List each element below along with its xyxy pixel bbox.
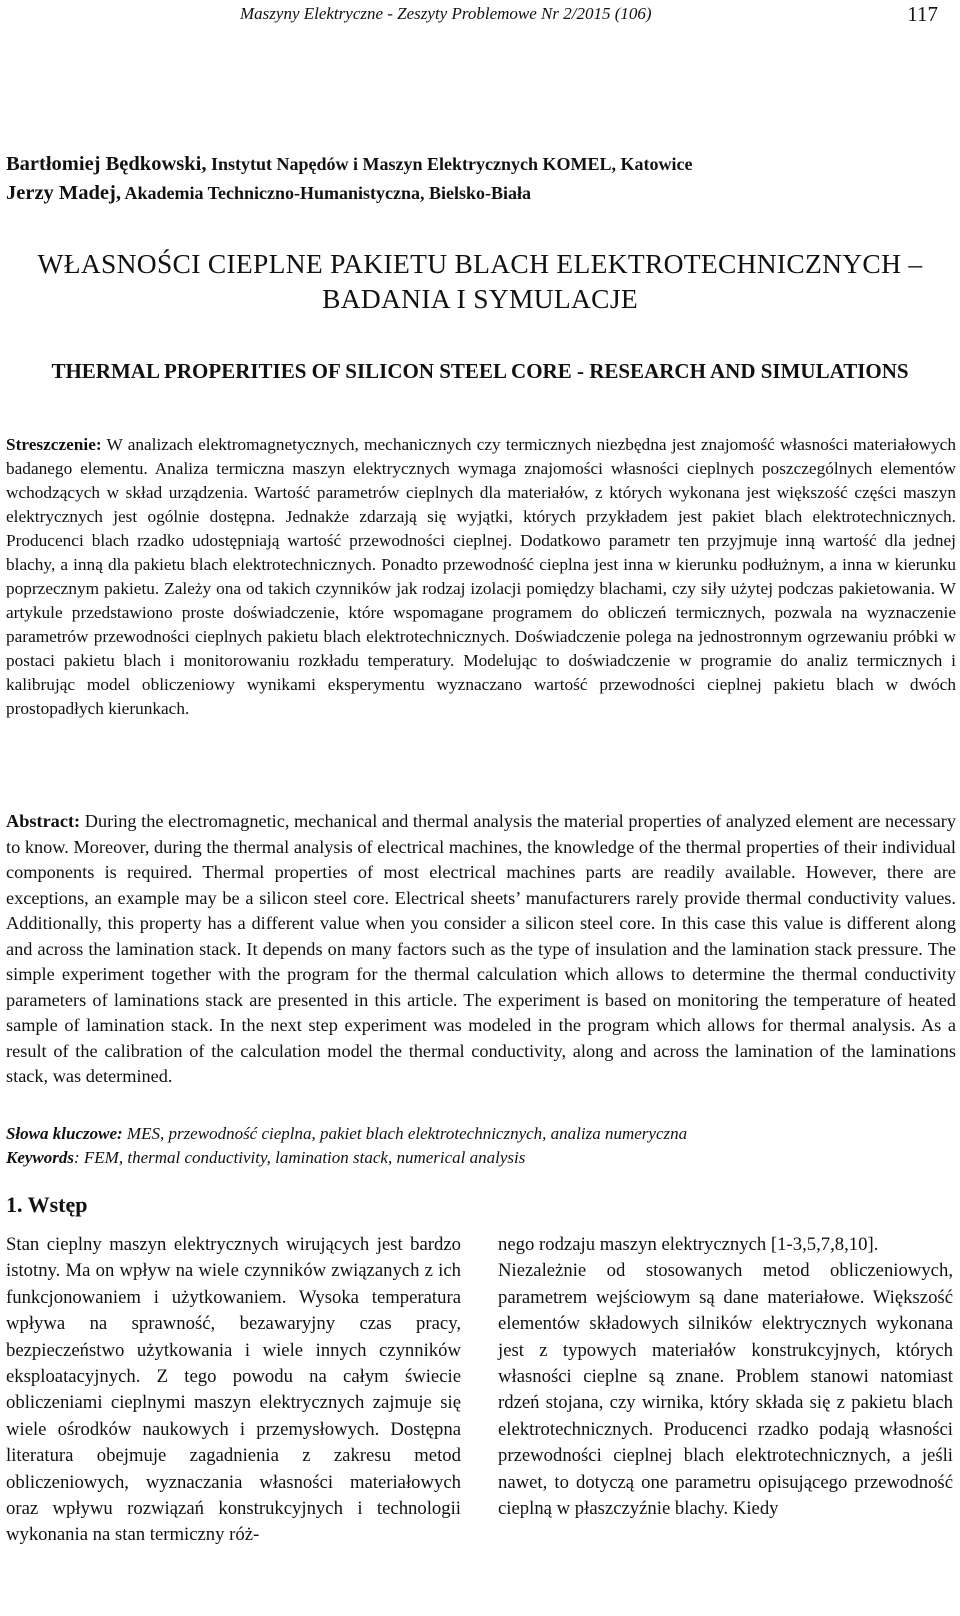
abstract-polish-text: W analizach elektromagnetycznych, mechanicznych czy termicznych niezbędna jest znajomość własności materiałowych badanego elementu. Analiza termiczna maszyn elektrycznych wymaga znajomości własności cieplnych poszczególnych elementów wchodzących w skład urządzenia. Wartość parametrów cieplnych dla materiałów, z których wykonana jest większość części maszyn elektrycznych jest ogólnie dostępna. Jednakże zdarzają się wyjątki, których przykładem jest pakiet blach elektrotechnicznych. Producenci blach rzadko udostępniają wartość przewodności cieplnej. Dodatkowo parametr ten przyjmuje inną wartość dla jednej blachy, a inną dla pakietu blach elektrotechnicznych. Ponadto przewodność cieplna jest inna w kierunku podłużnym, a inna w kierunku poprzecznym pakietu. Zależy ona od takich czynników jak rodzaj izolacji pomiędzy blachami, czy siły użytej podczas pakietowania. W artykule przedstawiono proste doświadczenie, które wspomagane programem do obliczeń termicznych, pozwala na wyznaczenie parametrów przewodności cieplnych pakietu blach elektrotechnicznych. Doświadczenie polega na jednostronnym ogrzewaniu próbki w postaci pakietu blach i monitorowaniu rozkładu temperatury. Modelując to doświadczenie w programie do analiz termicznych i kalibrując model obliczeniowy wynikami eksperymentu wyznaczano wartość przewodności cieplnej pakietu blach w dwóch prostopadłych kierunkach.: [6, 435, 956, 718]
body-paragraph: Niezależnie od stosowanych metod obliczeniowych, parametrem wejściowym są dane materiałowe. Większość elementów składowych silników elektrycznych wykonana jest z typowych materiałów konstrukcyjnych, których własności cieplne są znane. Problem stanowi natomiast rdzeń stojana, czy wirnika, który składa się z pakietu blach elektrotechnicznych. Producenci rzadko podają własności przewodności cieplnej blach elektrotechnicznych, a jeśli nawet, to dotyczą one parametru opisującego przewodność cieplną w płaszczyźnie blachy. Kiedy: [498, 1260, 953, 1520]
keywords-polish-text: MES, przewodność cieplna, pakiet blach elektrotechnicznych, analiza numeryczna: [122, 1124, 688, 1143]
title-polish: WŁASNOŚCI CIEPLNE PAKIETU BLACH ELEKTROTECHNICZNYCH – BADANIA I SYMULACJE: [37, 248, 923, 314]
body-column-right: [498, 1232, 953, 1522]
abstract-polish: [6, 433, 956, 721]
author-affiliation: Instytut Napędów i Maszyn Elektrycznych KOMEL, Katowice: [206, 154, 693, 174]
keywords-english-text: : FEM, thermal conductivity, lamination stack, numerical analysis: [74, 1148, 526, 1167]
keywords-english: [6, 1146, 956, 1170]
author-list: [6, 150, 946, 208]
running-header: [0, 2, 960, 32]
author-affiliation: Akademia Techniczno-Humanistyczna, Bielsko-Biała: [120, 183, 532, 203]
abstract-english-text: During the electromagnetic, mechanical and thermal analysis the material properties of analyzed element are necessary to know. Moreover, during the thermal analysis of electrical machines, the knowledge of the thermal properties of their individual components is required. Thermal properties of most electrical machines parts are readily available. However, there are exceptions, an example may be a silicon steel core. Electrical sheets’ manufacturers rarely provide thermal conductivity values. Additionally, this property has a different value when you consider a silicon steel core. In this case this value is different along and across the lamination stack. It depends on many factors such as the type of insulation and the lamination stack pressure. The simple experiment together with the program for the thermal calculation which allows to determine the thermal conductivity parameters of laminations stack are presented in this article. The experiment is based on monitoring the temperature of heated sample of lamination stack. In the next step experiment was modeled in the program which allows for thermal analysis. As a result of the calibration of the calculation model the thermal conductivity, along and across the lamination of the laminations stack, was determined.: [6, 811, 956, 1086]
author-name: Bartłomiej Będkowski,: [6, 153, 207, 175]
keywords-english-label: Keywords: [6, 1148, 74, 1167]
author-line: [6, 179, 946, 208]
body-column-left: [6, 1232, 461, 1549]
abstract-english-label: Abstract:: [6, 811, 81, 831]
body-paragraph: nego rodzaju maszyn elektrycznych [1-3,5,7,8,10].: [498, 1234, 879, 1255]
author-name: Jerzy Madej,: [6, 182, 121, 204]
abstract-polish-label: Streszczenie:: [6, 435, 102, 454]
title-english: THERMAL PROPERITIES OF SILICON STEEL CORE - RESEARCH AND SIMULATIONS: [51, 359, 909, 383]
keywords-polish-label: Słowa kluczowe:: [6, 1124, 123, 1143]
section-heading: 1. Wstęp: [6, 1192, 88, 1217]
author-line: [6, 150, 946, 179]
keywords-polish: [6, 1122, 956, 1146]
journal-title: Maszyny Elektryczne - Zeszyty Problemowe Nr 2/2015 (106): [240, 4, 652, 23]
abstract-english: [6, 809, 956, 1090]
body-paragraph: Stan cieplny maszyn elektrycznych wirujących jest bardzo istotny. Ma on wpływ na wiele czynników związanych z ich funkcjonowaniem i użytkowaniem. Wysoka temperatura wpływa na sprawność, bezawaryjny czas pracy, bezpieczeństwo użytkowania i wiele innych czynników eksploatacyjnych. Z tego powodu na całym świecie obliczeniami cieplnymi maszyn elektrycznych zajmuje się wiele ośrodków naukowych i przemysłowych. Dostępna literatura obejmuje zagadnienia z zakresu metod obliczeniowych, wyznaczania własności materiałowych oraz wpływu rozwiązań konstrukcyjnych i technologii wykonania na stan termiczny róż-: [6, 1234, 461, 1546]
page-number: 117: [907, 2, 938, 26]
